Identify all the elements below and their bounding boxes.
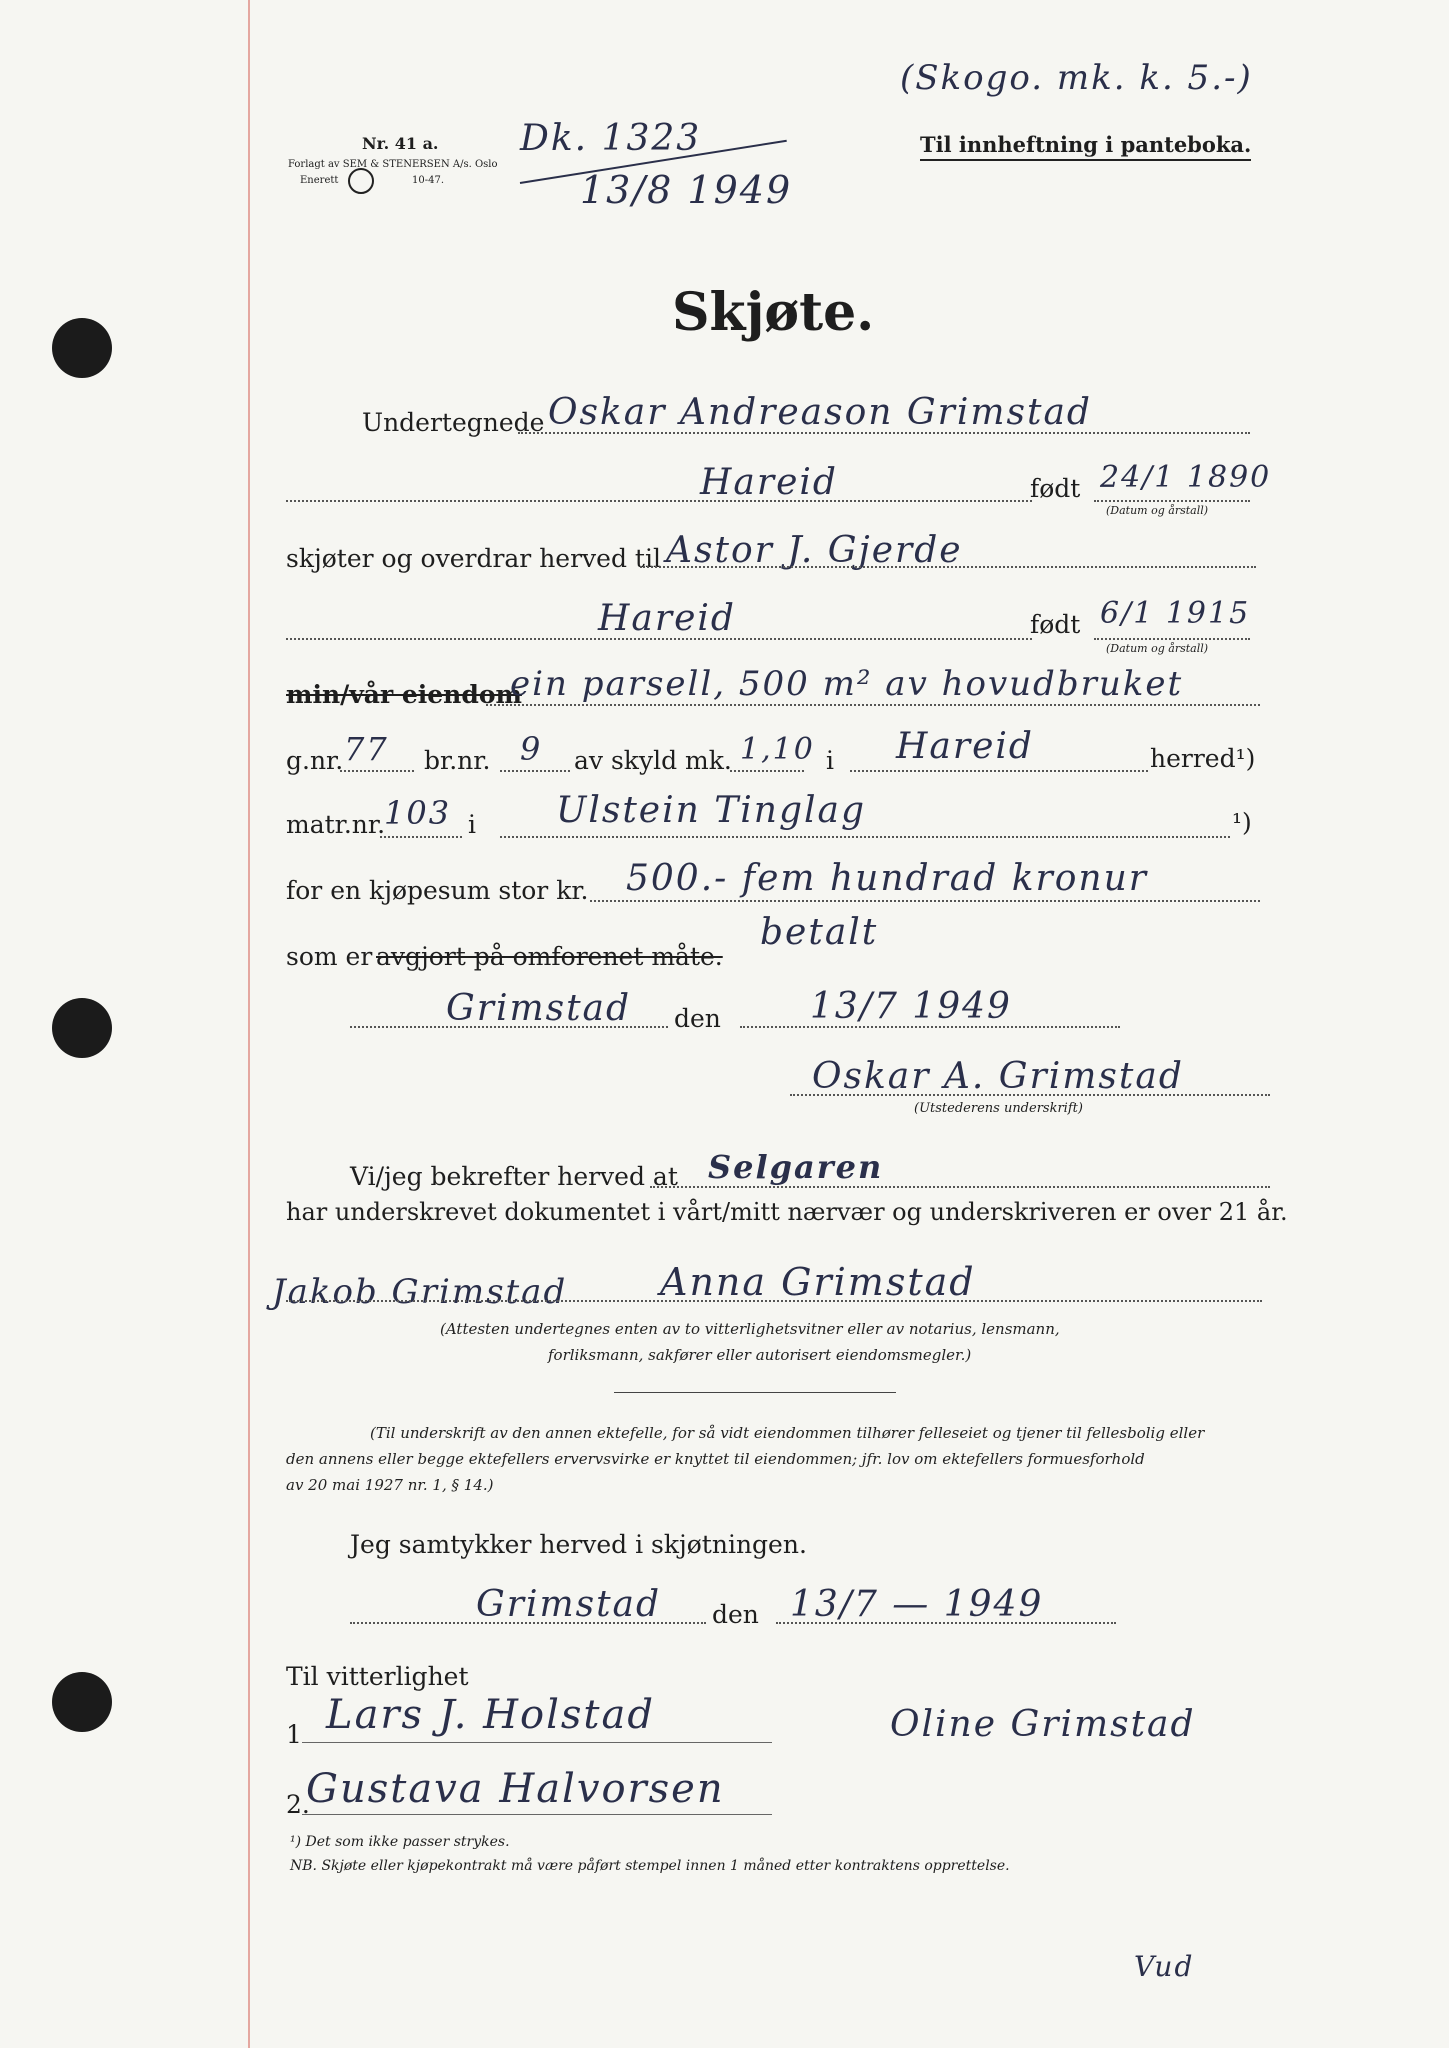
sup-note: ¹) — [1232, 808, 1252, 837]
transfer-label: skjøter og overdrar herved til — [286, 544, 661, 573]
rights-line: Enerett — [300, 175, 339, 186]
dotted-line — [500, 836, 1230, 838]
i-label: i — [826, 746, 834, 775]
divider — [614, 1392, 896, 1393]
form-number: Nr. 41 a. — [362, 134, 439, 153]
issuer-caption: (Utstederens underskrift) — [914, 1101, 1083, 1116]
dotted-line — [640, 566, 1256, 568]
dotted-line — [740, 1026, 1120, 1028]
witness-caption-1: (Attesten undertegnes enten av to vitterlighetsvitner eller av notarius, lensmann, — [440, 1320, 1060, 1338]
skyld-label: av skyld mk. — [574, 746, 732, 775]
spouse-witness-1: Lars J. Holstad — [326, 1692, 655, 1738]
matr-label: matr.nr. — [286, 810, 386, 839]
property-description: ein parsell, 500 m² av hovudbruket — [510, 664, 1184, 704]
punch-hole — [52, 318, 112, 378]
dotted-line — [790, 1094, 1270, 1096]
witness-line-2: har underskrevet dokumentet i vårt/mitt nærvær og underskriveren er over 21 år. — [286, 1198, 1288, 1226]
dotted-line — [590, 900, 1260, 902]
date-year-note: (Datum og årstall) — [1106, 642, 1209, 655]
herred-name: Hareid — [896, 726, 1034, 767]
dotted-line — [776, 1622, 1116, 1624]
brnr-value: 9 — [520, 730, 543, 768]
settled-label-2: avgjort på omforenet måte. — [376, 942, 723, 971]
signature-line — [302, 1742, 772, 1743]
register-note-2: 13/8 1949 — [580, 168, 793, 212]
corner-mark: Vud — [1134, 1950, 1195, 1983]
punch-hole — [52, 1672, 112, 1732]
dotted-line — [286, 638, 1032, 640]
consent-text: Jeg samtykker herved i skjøtningen. — [350, 1530, 807, 1559]
skyld-value: 1,10 — [740, 732, 815, 767]
grantee-place: Hareid — [598, 598, 736, 639]
dotted-line — [486, 704, 1260, 706]
witness-number-2: 2. — [286, 1790, 310, 1819]
spouse-witness-2: Gustava Halvorsen — [306, 1766, 725, 1812]
grantor-name: Oskar Andreason Grimstad — [548, 392, 1092, 433]
witness-signature-1: Jakob Grimstad — [272, 1272, 568, 1312]
witness-subject: Selgaren — [708, 1148, 884, 1186]
spouse-note-2: den annens eller begge ektefellers ervervsvirke er knyttet til eiendommen; jfr. lov om ektefellers formuesforhold — [286, 1450, 1145, 1468]
born-label: født — [1030, 474, 1081, 503]
dotted-line — [380, 836, 462, 838]
issuer-signature: Oskar A. Grimstad — [812, 1056, 1184, 1097]
witness-caption-2: forliksmann, sakfører eller autorisert eiendomsmegler.) — [548, 1346, 972, 1364]
witness-signature-2: Anna Grimstad — [660, 1260, 976, 1304]
dotted-line — [350, 1026, 668, 1028]
witness-line-1: Vi/jeg bekrefter herved at — [350, 1162, 678, 1191]
footnote-1: ¹) Det som ikke passer strykes. — [290, 1834, 510, 1850]
place-1: Grimstad — [446, 988, 632, 1029]
dotted-line — [1094, 638, 1250, 640]
grantor-place: Hareid — [700, 462, 838, 503]
price-value: 500.- fem hundrad kronur — [626, 858, 1149, 899]
grantee-born: 6/1 1915 — [1100, 596, 1251, 631]
date-year-note: (Datum og årstall) — [1106, 504, 1209, 517]
dotted-line — [340, 770, 414, 772]
consent-place: Grimstad — [476, 1584, 662, 1625]
red-margin-line — [248, 0, 250, 2048]
dotted-line — [518, 432, 1250, 434]
undertegnede-label: Undertegnede — [362, 408, 545, 437]
register-note-1: Dk. 1323 — [520, 118, 702, 159]
den-label: den — [674, 1004, 721, 1033]
born-label: født — [1030, 610, 1081, 639]
publisher-line: Forlagt av SEM & STENERSEN A/s. Oslo — [288, 159, 498, 170]
footnote-2: NB. Skjøte eller kjøpekontrakt må være påført stempel innen 1 måned etter kontraktens opprettelse. — [290, 1858, 1010, 1874]
matr-value: 103 — [384, 794, 452, 832]
grantee-name: Astor J. Gjerde — [666, 530, 963, 571]
edition: 10-47. — [412, 175, 445, 186]
dotted-line — [650, 1186, 1270, 1188]
i-label: i — [468, 810, 476, 839]
price-label: for en kjøpesum stor kr. — [286, 876, 589, 905]
dotted-line — [286, 500, 1032, 502]
spouse-note-1: (Til underskrift av den annen ektefelle, for så vidt eiendommen tilhører felleseiet og tjener til fellesbolig eller — [370, 1424, 1205, 1442]
settled-handwritten: betalt — [760, 912, 879, 953]
brnr-label: br.nr. — [424, 746, 491, 775]
den-label: den — [712, 1600, 759, 1629]
grantor-born: 24/1 1890 — [1100, 460, 1272, 495]
dotted-line — [500, 770, 570, 772]
publisher-logo-icon — [348, 168, 374, 194]
dotted-line — [1094, 500, 1250, 502]
date-1: 13/7 1949 — [810, 986, 1012, 1027]
signature-line — [302, 1814, 772, 1815]
gnr-value: 77 — [344, 730, 389, 768]
stamp-note: (Skogo. mk. k. 5.-) — [900, 58, 1253, 98]
property-label: min/vår eiendom — [286, 680, 522, 709]
settled-label-1: som er — [286, 942, 373, 971]
dotted-line — [350, 1622, 706, 1624]
punch-hole — [52, 998, 112, 1058]
herred-label: herred¹) — [1150, 744, 1256, 773]
dotted-line — [730, 770, 804, 772]
spouse-signature: Oline Grimstad — [890, 1704, 1196, 1745]
vitterlighet-label: Til vitterlighet — [286, 1662, 469, 1691]
spouse-note-3: av 20 mai 1927 nr. 1, § 14.) — [286, 1476, 494, 1494]
dotted-line — [286, 1300, 1262, 1302]
binding-note: Til innheftning i panteboka. — [920, 132, 1251, 161]
dotted-line — [850, 770, 1148, 772]
gnr-label: g.nr. — [286, 746, 344, 775]
document-title: Skjøte. — [672, 282, 875, 343]
witness-number-1: 1 — [286, 1720, 302, 1749]
tinglag-value: Ulstein Tinglag — [556, 790, 867, 831]
consent-date: 13/7 — 1949 — [790, 1584, 1044, 1625]
